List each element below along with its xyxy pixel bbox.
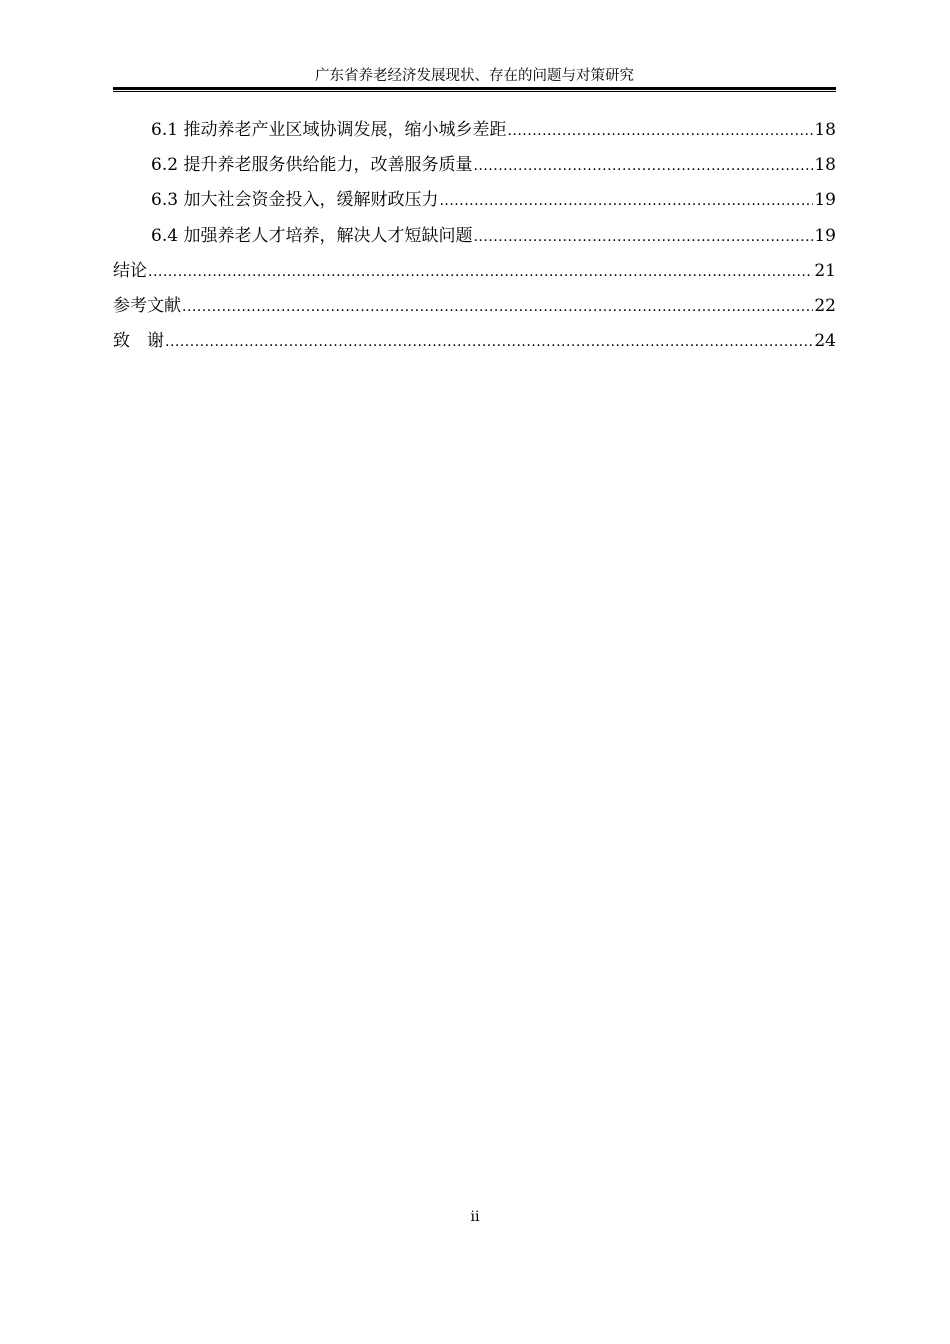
header-rule-thin bbox=[113, 91, 836, 92]
toc-entry-label: 6.1 推动养老产业区域协调发展，缩小城乡差距 bbox=[151, 120, 507, 140]
toc-entry-label: 结论 bbox=[113, 260, 147, 281]
toc-dot-leader bbox=[507, 114, 813, 148]
running-header: 广东省养老经济发展现状、存在的问题与对策研究 bbox=[315, 68, 634, 84]
toc-dot-leader bbox=[473, 220, 813, 254]
toc-entry-page: 19 bbox=[814, 225, 836, 246]
toc-entry[interactable] bbox=[113, 254, 836, 289]
toc-entry[interactable] bbox=[113, 324, 836, 359]
toc-dot-leader bbox=[439, 184, 813, 218]
header-rule-thick bbox=[113, 87, 836, 90]
toc-entry-page: 18 bbox=[814, 120, 836, 140]
toc-dot-leader bbox=[182, 290, 813, 324]
toc-entry-page: 19 bbox=[814, 190, 836, 211]
toc-entry[interactable] bbox=[113, 183, 836, 218]
toc-entry-label: 6.3 加大社会资金投入，缓解财政压力 bbox=[151, 190, 439, 211]
toc-entry-label: 致 谢 bbox=[113, 331, 164, 352]
toc-entry[interactable] bbox=[113, 289, 836, 324]
toc-entry[interactable] bbox=[113, 113, 836, 148]
toc-entry-page: 24 bbox=[814, 331, 836, 352]
toc-entry-page: 21 bbox=[814, 260, 836, 281]
page-number: ii bbox=[470, 1209, 480, 1225]
toc-entry-label: 6.4 加强养老人才培养，解决人才短缺问题 bbox=[151, 225, 473, 246]
toc-entry[interactable] bbox=[113, 219, 836, 254]
header-rule bbox=[113, 87, 836, 92]
toc-entry-page: 18 bbox=[814, 155, 836, 176]
toc-dot-leader bbox=[165, 325, 813, 359]
toc-dot-leader bbox=[473, 149, 813, 183]
toc-dot-leader bbox=[148, 255, 813, 289]
table-of-contents bbox=[113, 113, 836, 359]
toc-entry-page: 22 bbox=[814, 295, 836, 316]
toc-entry-label: 参考文献 bbox=[113, 295, 181, 316]
toc-entry[interactable] bbox=[113, 148, 836, 183]
toc-entry-label: 6.2 提升养老服务供给能力，改善服务质量 bbox=[151, 155, 473, 176]
